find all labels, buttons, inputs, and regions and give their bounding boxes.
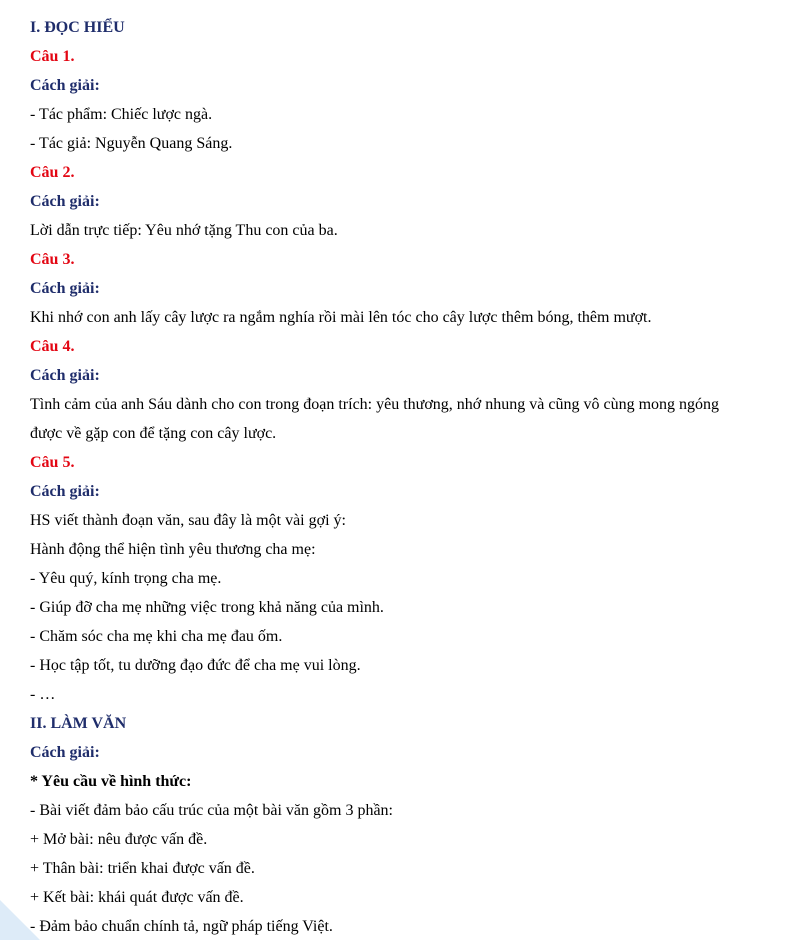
question-4-line-1: Tình cảm của anh Sáu dành cho con trong đoạn trích: yêu thương, nhớ nhung và cũng vô cùng mong ngóng [30, 396, 720, 413]
question-2-line-1: Lời dẫn trực tiếp: Yêu nhớ tặng Thu con của ba. [30, 222, 338, 239]
question-4-line-2: được về gặp con để tặng con cây lược. [30, 425, 277, 442]
question-5-line-6: - Học tập tốt, tu dưỡng đạo đức để cha mẹ vui lòng. [30, 657, 361, 674]
question-3-line-1: Khi nhớ con anh lấy cây lược ra ngắm nghía rồi mài lên tóc cho cây lược thêm bóng, thêm mượt. [30, 309, 652, 326]
writing-line-2: + Mở bài: nêu được vấn đề. [30, 831, 208, 848]
question-5-method-label: Cách giải: [30, 483, 100, 500]
document-page [30, 13, 790, 941]
writing-requirement-title: * Yêu cầu về hình thức: [30, 773, 192, 790]
question-1-line-1: - Tác phẩm: Chiếc lược ngà. [30, 106, 213, 123]
question-1-label: Câu 1. [30, 48, 75, 65]
question-5-line-5: - Chăm sóc cha mẹ khi cha mẹ đau ốm. [30, 628, 283, 645]
section-title-writing: II. LÀM VĂN [30, 715, 127, 732]
writing-line-1: - Bài viết đảm bảo cấu trúc của một bài văn gồm 3 phần: [30, 802, 393, 819]
question-2-method-label: Cách giải: [30, 193, 100, 210]
question-5-line-7: - … [30, 686, 56, 703]
question-1-line-2: - Tác giả: Nguyễn Quang Sáng. [30, 135, 233, 152]
question-5-label: Câu 5. [30, 454, 75, 471]
question-3-label: Câu 3. [30, 251, 75, 268]
writing-line-4: + Kết bài: khái quát được vấn đề. [30, 889, 244, 906]
question-4-method-label: Cách giải: [30, 367, 100, 384]
question-1-method-label: Cách giải: [30, 77, 100, 94]
section-title-reading: I. ĐỌC HIỂU [30, 19, 125, 36]
writing-line-5: - Đảm bảo chuẩn chính tả, ngữ pháp tiếng Việt. [30, 918, 333, 935]
corner-decoration [0, 900, 40, 940]
question-3-method-label: Cách giải: [30, 280, 100, 297]
question-5-line-4: - Giúp đỡ cha mẹ những việc trong khả năng của mình. [30, 599, 384, 616]
question-5-line-2: Hành động thể hiện tình yêu thương cha mẹ: [30, 541, 316, 558]
question-5-line-3: - Yêu quý, kính trọng cha mẹ. [30, 570, 222, 587]
question-5-line-1: HS viết thành đoạn văn, sau đây là một vài gợi ý: [30, 512, 346, 529]
question-4-label: Câu 4. [30, 338, 75, 355]
writing-method-label: Cách giải: [30, 744, 100, 761]
question-2-label: Câu 2. [30, 164, 75, 181]
writing-line-3: + Thân bài: triển khai được vấn đề. [30, 860, 255, 877]
